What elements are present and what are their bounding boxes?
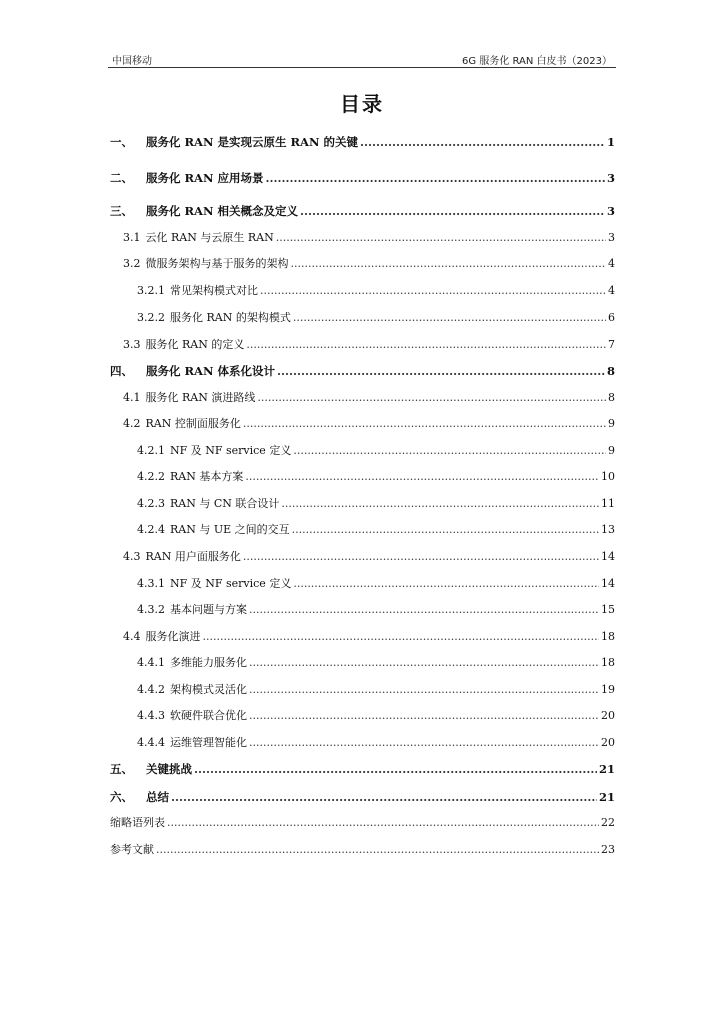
toc-entry-page-number: 10	[601, 470, 615, 483]
toc-entry-page-number: 4	[608, 284, 615, 297]
toc-entry-title: 服务化 RAN 相关概念及定义	[146, 204, 298, 218]
toc-entry-title: NF 及 NF service 定义	[170, 577, 292, 590]
toc-dot-leader	[203, 627, 600, 647]
toc-entry-title: 常见架构模式对比	[170, 284, 258, 297]
toc-dot-leader	[281, 494, 599, 514]
toc-entry[interactable]	[110, 228, 615, 248]
toc-entry[interactable]	[110, 494, 615, 514]
toc-entry[interactable]	[110, 813, 615, 833]
toc-entry-page-number: 9	[608, 417, 615, 430]
toc-entry-page-number: 18	[601, 656, 615, 669]
toc-dot-leader	[293, 441, 606, 461]
toc-entry-page-number: 11	[601, 497, 615, 510]
toc-entry-page-number: 3	[608, 231, 615, 244]
toc-dot-leader	[194, 759, 597, 779]
toc-entry[interactable]	[110, 388, 615, 408]
toc-entry-number: 4.3	[123, 550, 141, 563]
toc-entry-title: 服务化演进	[145, 630, 201, 643]
toc-entry[interactable]	[110, 706, 615, 726]
toc-entry[interactable]	[110, 281, 615, 301]
toc-entry-page-number: 13	[601, 523, 615, 536]
toc-dot-leader	[293, 574, 599, 594]
toc-entry[interactable]	[110, 547, 615, 567]
toc-entry[interactable]	[110, 254, 615, 274]
toc-dot-leader	[360, 132, 605, 152]
toc-entry-page-number: 7	[608, 338, 615, 351]
toc-entry[interactable]	[110, 168, 615, 188]
toc-entry[interactable]	[110, 132, 615, 152]
toc-entry-title: 服务化 RAN 体系化设计	[146, 364, 275, 378]
toc-entry-number: 三、	[110, 204, 133, 218]
header-right-doc-title: 6G 服务化 RAN 白皮书（2023）	[462, 56, 612, 67]
toc-entry-page-number: 18	[601, 630, 615, 643]
toc-entry[interactable]	[110, 653, 615, 673]
toc-entry-title: RAN 控制面服务化	[145, 417, 241, 430]
toc-dot-leader	[277, 361, 605, 381]
toc-entry-number: 4.3.2	[137, 603, 165, 616]
toc-entry-number: 3.1	[123, 231, 141, 244]
toc-entry-number: 四、	[110, 364, 133, 378]
toc-entry-page-number: 21	[598, 762, 615, 776]
toc-dot-leader	[243, 547, 599, 567]
toc-dot-leader	[266, 168, 605, 188]
toc-entry-number: 4.2.3	[137, 497, 165, 510]
toc-entry[interactable]	[110, 467, 615, 487]
toc-entry-title: 云化 RAN 与云原生 RAN	[145, 231, 274, 244]
toc-entry-number: 4.2.2	[137, 470, 165, 483]
toc-dot-leader	[276, 228, 606, 248]
toc-entry[interactable]	[110, 308, 615, 328]
toc-entry-page-number: 8	[606, 364, 615, 378]
toc-entry[interactable]	[110, 759, 615, 779]
toc-entry[interactable]	[110, 600, 615, 620]
toc-entry-number: 六、	[110, 790, 133, 804]
toc-entry-page-number: 19	[601, 683, 615, 696]
toc-entry-page-number: 3	[606, 204, 615, 218]
toc-entry[interactable]	[110, 335, 615, 355]
toc-entry-page-number: 20	[601, 709, 615, 722]
toc-entry-number: 4.2.4	[137, 523, 165, 536]
toc-dot-leader	[293, 308, 606, 328]
toc-dot-leader	[156, 840, 599, 860]
toc-entry-title: 微服务架构与基于服务的架构	[145, 257, 289, 270]
toc-entry[interactable]	[110, 361, 615, 381]
toc-dot-leader	[245, 467, 599, 487]
toc-entry-title: 多维能力服务化	[170, 656, 247, 669]
toc-dot-leader	[291, 254, 607, 274]
toc-dot-leader	[249, 680, 599, 700]
toc-entry-title: 服务化 RAN 应用场景	[146, 171, 264, 185]
toc-entry-title: 软硬件联合优化	[170, 709, 247, 722]
toc-entry-number: 4.4	[123, 630, 141, 643]
toc-entry-number: 4.2	[123, 417, 141, 430]
toc-entry[interactable]	[110, 733, 615, 753]
toc-entry[interactable]	[110, 574, 615, 594]
toc-entry-number: 二、	[110, 171, 133, 185]
toc-entry-number: 4.4.1	[137, 656, 165, 669]
toc-dot-leader	[257, 388, 606, 408]
toc-entry-title: RAN 与 CN 联合设计	[170, 497, 280, 510]
toc-entry-page-number: 8	[608, 391, 615, 404]
toc-entry-title: 运维管理智能化	[170, 736, 247, 749]
toc-dot-leader	[243, 414, 606, 434]
toc-entry-title: RAN 基本方案	[170, 470, 244, 483]
toc-entry[interactable]	[110, 414, 615, 434]
toc-dot-leader	[292, 520, 599, 540]
toc-dot-leader	[171, 787, 597, 807]
toc-entry-title: 关键挑战	[146, 762, 192, 776]
toc-dot-leader	[300, 201, 605, 221]
toc-entry-title: 服务化 RAN 演进路线	[145, 391, 256, 404]
toc-entry-page-number: 15	[601, 603, 615, 616]
toc-entry-title: 参考文献	[110, 843, 154, 856]
toc-entry-number: 3.2.1	[137, 284, 165, 297]
toc-entry[interactable]	[110, 787, 615, 807]
toc-entry-title: 总结	[146, 790, 169, 804]
toc-entry-number: 3.3	[123, 338, 141, 351]
toc-entry[interactable]	[110, 520, 615, 540]
toc-dot-leader	[249, 653, 599, 673]
toc-entry-number: 4.1	[123, 391, 141, 404]
toc-entry-number: 4.4.2	[137, 683, 165, 696]
toc-entry-number: 3.2	[123, 257, 141, 270]
toc-dot-leader	[249, 706, 599, 726]
toc-entry-page-number: 14	[601, 577, 615, 590]
toc-entry-page-number: 21	[598, 790, 615, 804]
header-divider	[108, 67, 616, 68]
toc-entry-title: RAN 用户面服务化	[145, 550, 241, 563]
toc-entry-page-number: 9	[608, 444, 615, 457]
toc-entry-page-number: 3	[606, 171, 615, 185]
toc-entry-title: 服务化 RAN 的定义	[145, 338, 245, 351]
toc-entry-number: 一、	[110, 135, 133, 149]
header-left-org: 中国移动	[112, 56, 152, 67]
toc-entry-page-number: 23	[601, 843, 615, 856]
toc-entry-number: 4.4.4	[137, 736, 165, 749]
page-title: 目录	[340, 92, 384, 116]
toc-entry-number: 4.2.1	[137, 444, 165, 457]
toc-entry-title: 缩略语列表	[110, 816, 165, 829]
toc-entry[interactable]	[110, 840, 615, 860]
toc-entry[interactable]	[110, 201, 615, 221]
toc-entry-page-number: 20	[601, 736, 615, 749]
toc-dot-leader	[167, 813, 599, 833]
toc-entry[interactable]	[110, 680, 615, 700]
toc-entry-title: NF 及 NF service 定义	[170, 444, 292, 457]
toc-dot-leader	[249, 600, 599, 620]
toc-entry-page-number: 22	[601, 816, 615, 829]
toc-dot-leader	[249, 733, 599, 753]
toc-entry-title: 基本问题与方案	[170, 603, 247, 616]
toc-entry-title: 架构模式灵活化	[170, 683, 247, 696]
toc-entry-number: 五、	[110, 762, 133, 776]
toc-entry-title: 服务化 RAN 的架构模式	[170, 311, 291, 324]
toc-entry-title: 服务化 RAN 是实现云原生 RAN 的关键	[146, 135, 358, 149]
toc-entry-number: 4.4.3	[137, 709, 165, 722]
toc-entry-number: 4.3.1	[137, 577, 165, 590]
toc-entry-number: 3.2.2	[137, 311, 165, 324]
toc-entry-title: RAN 与 UE 之间的交互	[170, 523, 290, 536]
toc-entry[interactable]	[110, 441, 615, 461]
toc-dot-leader	[246, 335, 606, 355]
toc-entry[interactable]	[110, 627, 615, 647]
toc-entry-page-number: 4	[608, 257, 615, 270]
toc-dot-leader	[260, 281, 606, 301]
toc-entry-page-number: 6	[608, 311, 615, 324]
toc-entry-page-number: 1	[606, 135, 615, 149]
toc-entry-page-number: 14	[601, 550, 615, 563]
